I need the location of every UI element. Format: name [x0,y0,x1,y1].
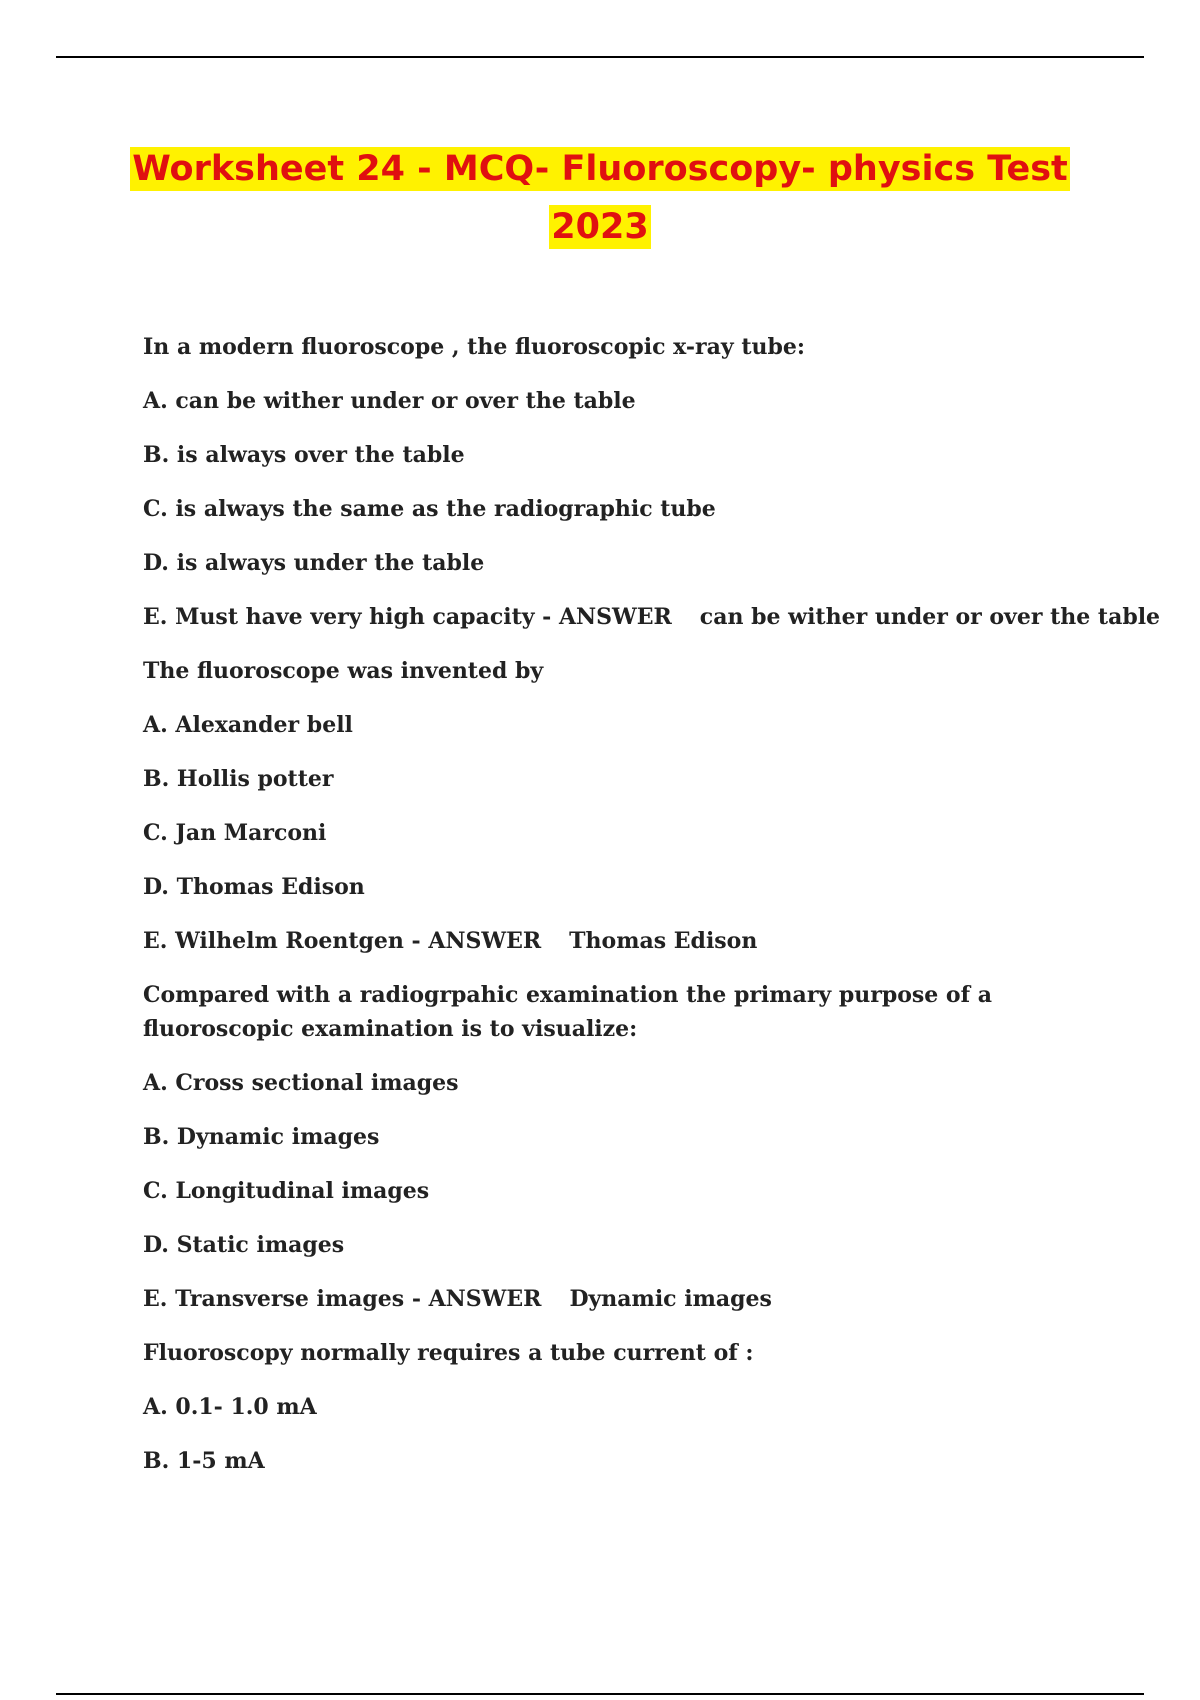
question-text: Fluoroscopy normally requires a tube current of : [143,1340,754,1366]
question-text: In a modern fluoroscope , the fluoroscopic x-ray tube: [143,334,805,360]
answer-text: Thomas Edison [569,928,758,954]
option-text: B. Hollis potter [143,766,334,792]
option-text: E. Wilhelm Roentgen - ANSWER [143,928,542,954]
title-line-1: Worksheet 24 - MCQ- Fluoroscopy- physics Test [132,149,1068,189]
option-text: E. Transverse images - ANSWER [143,1286,542,1312]
option-answer-line [143,1282,1103,1336]
option-text: B. is always over the table [143,442,465,468]
option-text: C. Jan Marconi [143,820,327,846]
answer-text: Dynamic images [569,1286,772,1312]
option-text: A. can be wither under or over the table [143,388,636,414]
option-text: A. Cross sectional images [143,1070,459,1096]
option-text: C. is always the same as the radiographic tube [143,496,716,522]
option-text: A. 0.1- 1.0 mA [143,1394,317,1420]
option-text: E. Must have very high capacity - ANSWER [143,604,672,630]
option-answer-line [143,600,1161,654]
question-text: The fluoroscope was invented by [143,658,544,684]
option-text: B. 1-5 mA [143,1448,265,1474]
option-text: D. is always under the table [143,550,485,576]
title-line-2: 2023 [551,207,649,247]
top-rule [56,56,1144,58]
option-text: D. Thomas Edison [143,874,365,900]
bottom-rule [56,1693,1144,1695]
option-answer-line [143,924,1103,978]
option-text: C. Longitudinal images [143,1178,430,1204]
document-body [143,330,1161,1498]
option-text: B. Dynamic images [143,1124,380,1150]
answer-text: can be wither under or over the table [699,604,1161,630]
question-text: Compared with a radiogrpahic examination the primary purpose of a fluoroscopic examination is to visualize: [143,982,992,1042]
document-title [80,140,1120,256]
option-text: A. Alexander bell [143,712,353,738]
option-text: D. Static images [143,1232,345,1258]
